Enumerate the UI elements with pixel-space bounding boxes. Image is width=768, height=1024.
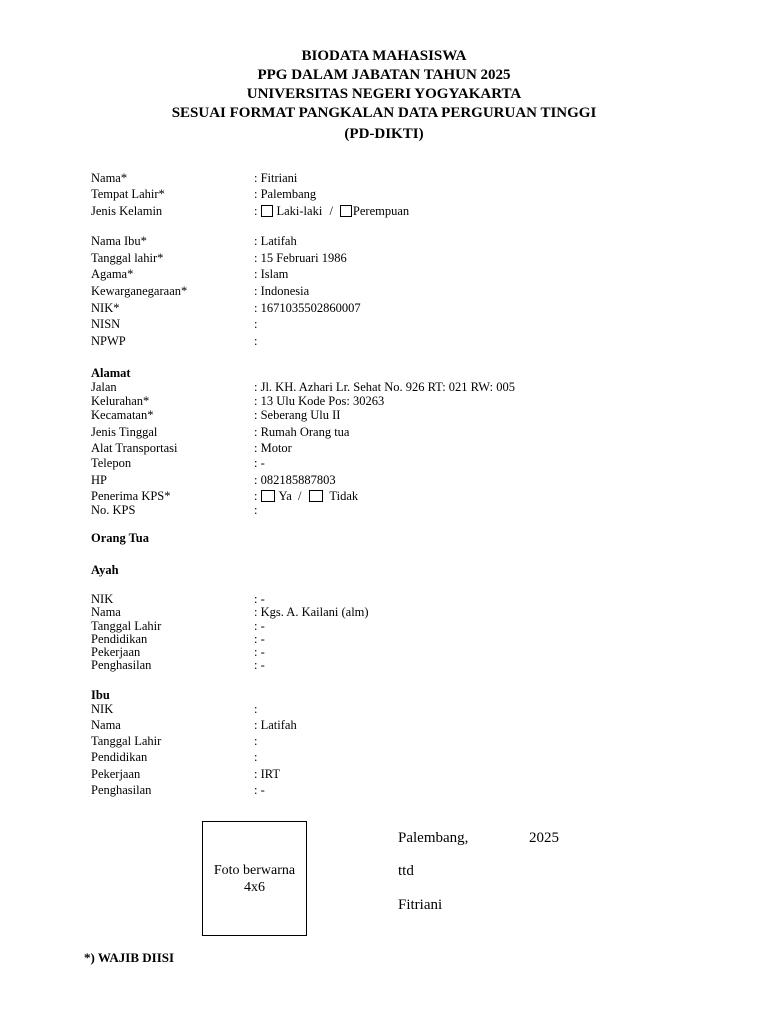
jenis-kelamin-label: Jenis Kelamin	[91, 204, 163, 218]
npwp-label: NPWP	[91, 334, 126, 348]
jenis-tinggal-label: Jenis Tinggal	[91, 425, 158, 439]
photo-caption-line1: Foto berwarna	[213, 862, 296, 878]
ibu-penghasilan-label: Penghasilan	[91, 783, 152, 797]
ibu-heading: Ibu	[91, 688, 110, 702]
doc-subtitle-format: SESUAI FORMAT PANGKALAN DATA PERGURUAN TINGGI	[171, 105, 597, 121]
telepon-label: Telepon	[91, 456, 132, 470]
nik-value: : 1671035502860007	[254, 301, 361, 315]
signature-year: 2025	[529, 830, 559, 846]
ayah-tanggal-lahir-value: : -	[254, 619, 265, 633]
penerima-kps-label: Penerima KPS*	[91, 489, 171, 503]
ayah-penghasilan-label: Penghasilan	[91, 658, 152, 672]
ayah-tanggal-lahir-label: Tanggal Lahir	[91, 619, 162, 633]
doc-title: BIODATA MAHASISWA	[301, 48, 467, 64]
jalan-value: : Jl. KH. Azhari Lr. Sehat No. 926 RT: 021 RW: 005	[254, 380, 515, 394]
doc-subtitle-university: UNIVERSITAS NEGERI YOGYAKARTA	[246, 86, 522, 102]
hp-value: : 082185887803	[254, 473, 336, 487]
ayah-pendidikan-label: Pendidikan	[91, 632, 148, 646]
kelurahan-label: Kelurahan*	[91, 394, 150, 408]
doc-subtitle-pddikti: (PD-DIKTI)	[344, 126, 424, 142]
jalan-label: Jalan	[91, 380, 117, 394]
npwp-value: :	[254, 334, 258, 348]
ayah-nik-value: : -	[254, 592, 265, 606]
ibu-nik-label: NIK	[91, 702, 114, 716]
signature-place: Palembang,	[398, 830, 469, 846]
no-kps-label: No. KPS	[91, 503, 136, 517]
orang-tua-heading: Orang Tua	[91, 531, 150, 545]
signature-ttd: ttd	[398, 863, 414, 879]
perempuan-checkbox[interactable]	[340, 205, 352, 217]
laki-laki-checkbox[interactable]	[261, 205, 273, 217]
tempat-lahir-value: : Palembang	[254, 187, 317, 201]
kewarganegaraan-value: : Indonesia	[254, 284, 310, 298]
ayah-pekerjaan-label: Pekerjaan	[91, 645, 141, 659]
alamat-heading: Alamat	[91, 366, 131, 380]
penerima-kps-colon: :	[254, 489, 258, 503]
ibu-nama-label: Nama	[91, 718, 121, 732]
ibu-pendidikan-label: Pendidikan	[91, 750, 148, 764]
nama-value: : Fitriani	[254, 171, 298, 185]
ibu-pekerjaan-value: : IRT	[254, 767, 280, 781]
jenis-kelamin-colon: :	[254, 204, 258, 218]
nisn-label: NISN	[91, 317, 121, 331]
photo-caption-line2: 4x6	[243, 879, 265, 895]
ayah-penghasilan-value: : -	[254, 658, 265, 672]
photo-placeholder	[202, 821, 307, 936]
alat-transportasi-label: Alat Transportasi	[91, 441, 178, 455]
nik-label: NIK*	[91, 301, 120, 315]
tidak-label: Tidak	[329, 489, 359, 503]
ibu-tanggal-lahir-label: Tanggal Lahir	[91, 734, 162, 748]
penerima-kps-separator: /	[297, 489, 302, 503]
ibu-pekerjaan-label: Pekerjaan	[91, 767, 141, 781]
nisn-value: :	[254, 317, 258, 331]
tanggal-lahir-value: : 15 Februari 1986	[254, 251, 347, 265]
ayah-nik-label: NIK	[91, 592, 114, 606]
ayah-nama-label: Nama	[91, 605, 121, 619]
mandatory-note: *) WAJIB DIISI	[84, 950, 175, 965]
hp-label: HP	[91, 473, 107, 487]
kecamatan-value: : Seberang Ulu II	[254, 408, 341, 422]
alat-transportasi-value: : Motor	[254, 441, 292, 455]
nama-ibu-label: Nama Ibu*	[91, 234, 147, 248]
ya-checkbox[interactable]	[261, 490, 275, 502]
no-kps-value: :	[254, 503, 258, 517]
signature-name: Fitriani	[398, 897, 443, 913]
penerima-kps-options	[254, 489, 358, 503]
ayah-nama-value: : Kgs. A. Kailani (alm)	[254, 605, 369, 619]
laki-laki-label: Laki-laki	[276, 204, 323, 218]
ya-label: Ya	[278, 489, 292, 503]
ayah-heading: Ayah	[91, 563, 119, 577]
ayah-pendidikan-value: : -	[254, 632, 265, 646]
jenis-kelamin-separator: /	[329, 204, 333, 218]
jenis-kelamin-options	[254, 204, 409, 218]
telepon-value: : -	[254, 456, 265, 470]
tanggal-lahir-label: Tanggal lahir*	[91, 251, 164, 265]
ibu-tanggal-lahir-value: :	[254, 734, 258, 748]
agama-label: Agama*	[91, 267, 134, 281]
tempat-lahir-label: Tempat Lahir*	[91, 187, 165, 201]
jenis-tinggal-value: : Rumah Orang tua	[254, 425, 350, 439]
nama-label: Nama*	[91, 171, 128, 185]
nama-ibu-value: : Latifah	[254, 234, 297, 248]
kecamatan-label: Kecamatan*	[91, 408, 154, 422]
ayah-pekerjaan-value: : -	[254, 645, 265, 659]
perempuan-label: Perempuan	[352, 204, 410, 218]
tidak-checkbox[interactable]	[309, 490, 323, 502]
kelurahan-value: : 13 Ulu Kode Pos: 30263	[254, 394, 385, 408]
doc-subtitle-program: PPG DALAM JABATAN TAHUN 2025	[257, 67, 511, 83]
ibu-nama-value: : Latifah	[254, 718, 297, 732]
ibu-penghasilan-value: : -	[254, 783, 265, 797]
agama-value: : Islam	[254, 267, 289, 281]
kewarganegaraan-label: Kewarganegaraan*	[91, 284, 188, 298]
ibu-pendidikan-value: :	[254, 750, 258, 764]
ibu-nik-value: :	[254, 702, 258, 716]
